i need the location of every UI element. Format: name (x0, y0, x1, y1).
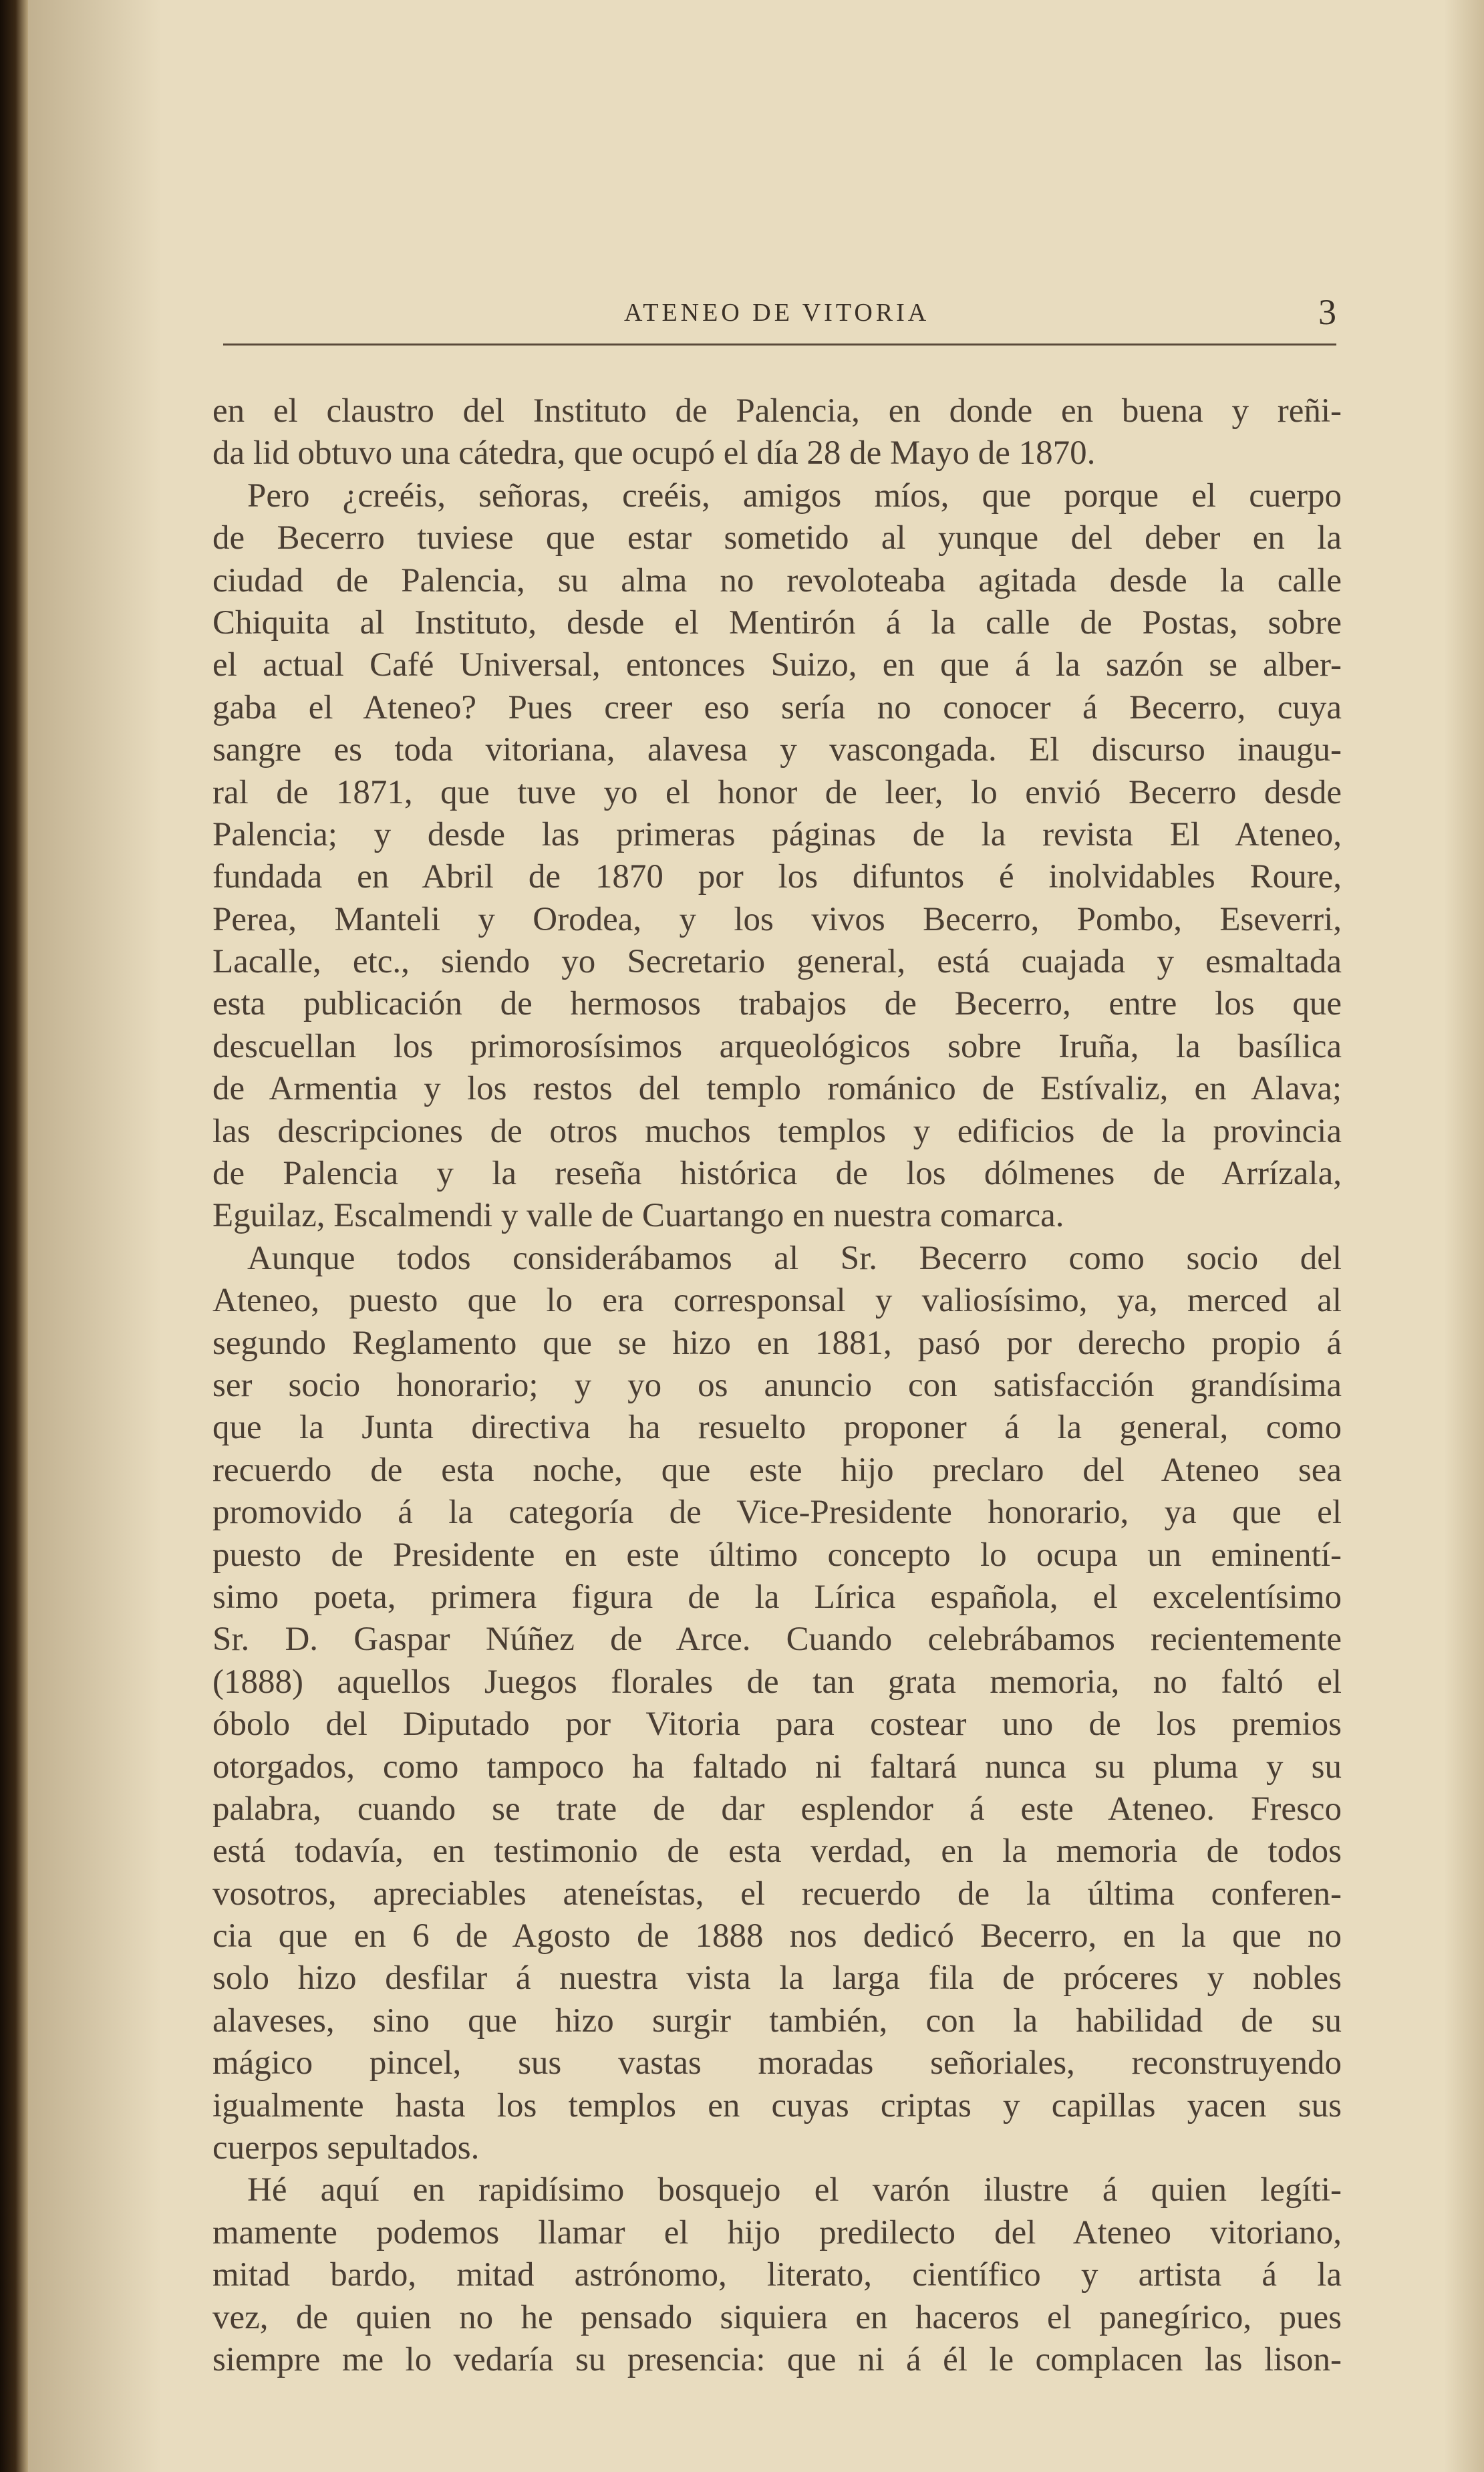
page-number: 3 (1318, 292, 1336, 332)
text-line: mágico pincel, sus vastas moradas señoriales, reconstruyendo (212, 2044, 1342, 2082)
text-line: Palencia; y desde las primeras páginas de la revista El Ateneo, (212, 815, 1342, 853)
text-line: promovido á la categoría de Vice-Presidente honorario, ya que el (212, 1494, 1342, 1532)
text-line: alaveses, sino que hizo surgir también, con la habilidad de su (212, 2002, 1342, 2040)
text-line: de Palencia y la reseña histórica de los dólmenes de Arrízala, (212, 1155, 1342, 1193)
text-line: solo hizo desfilar á nuestra vista la larga fila de próceres y nobles (212, 1959, 1342, 1998)
text-line: fundada en Abril de 1870 por los difuntos é inolvidables Roure, (212, 858, 1342, 896)
text-line: en el claustro del Instituto de Palencia, en donde en buena y reñi- (212, 392, 1342, 430)
text-line: Sr. D. Gaspar Núñez de Arce. Cuando celebrábamos recientemente (212, 1621, 1342, 1659)
text-line: esta publicación de hermosos trabajos de Becerro, entre los que (212, 985, 1342, 1023)
text-line: Perea, Manteli y Orodea, y los vivos Becerro, Pombo, Eseverri, (212, 900, 1342, 938)
text-line: palabra, cuando se trate de dar esplendor á este Ateneo. Fresco (212, 1790, 1342, 1828)
text-line: las descripciones de otros muchos templos y edificios de la provincia (212, 1112, 1342, 1150)
page-header (223, 291, 1336, 345)
text-line: cuerpos sepultados. (212, 2129, 480, 2167)
text-line: Pero ¿creéis, señoras, creéis, amigos míos, que porque el cuerpo (247, 476, 1342, 515)
text-line: mitad bardo, mitad astrónomo, literato, científico y artista á la (212, 2256, 1342, 2294)
text-line: siempre me lo vedaría su presencia: que ni á él le complacen las lison- (212, 2340, 1342, 2378)
text-line: ciudad de Palencia, su alma no revoloteaba agitada desde la calle (212, 561, 1342, 599)
text-line: el actual Café Universal, entonces Suizo, en que á la sazón se alber- (212, 646, 1342, 684)
text-line: ral de 1871, que tuve yo el honor de leer, lo envió Becerro desde (212, 773, 1342, 811)
text-line: Eguilaz, Escalmendi y valle de Cuartango en nuestra comarca. (212, 1197, 1064, 1235)
text-line: óbolo del Diputado por Vitoria para costear uno de los premios (212, 1705, 1342, 1744)
text-line: ser socio honorario; y yo os anuncio con satisfacción grandísima (212, 1366, 1342, 1404)
page-binding-edge (0, 0, 28, 2472)
text-line: segundo Reglamento que se hizo en 1881, pasó por derecho propio á (212, 1324, 1342, 1362)
text-line: Aunque todos considerábamos al Sr. Becerro como socio del (247, 1239, 1342, 1277)
text-line: vez, de quien no he pensado siquiera en haceros el panegírico, pues (212, 2298, 1342, 2336)
text-line: (1888) aquellos Juegos florales de tan grata memoria, no faltó el (212, 1663, 1342, 1701)
text-line: vosotros, apreciables ateneístas, el recuerdo de la última conferen- (212, 1875, 1342, 1913)
text-line: de Armentia y los restos del templo románico de Estívaliz, en Alava; (212, 1070, 1342, 1108)
text-line: sangre es toda vitoriana, alavesa y vascongada. El discurso inaugu- (212, 731, 1342, 769)
text-line: Lacalle, etc., siendo yo Secretario general, está cuajada y esmaltada (212, 943, 1342, 981)
page-edge-right (1444, 0, 1484, 2472)
running-head: ATENEO DE VITORIA (624, 299, 930, 327)
text-line: gaba el Ateneo? Pues creer eso sería no conocer á Becerro, cuya (212, 688, 1342, 726)
text-line: Hé aquí en rapidísimo bosquejo el varón ilustre á quien legíti- (247, 2171, 1342, 2209)
text-line: cia que en 6 de Agosto de 1888 nos dedicó Becerro, en la que no (212, 1917, 1342, 1955)
text-line: Chiquita al Instituto, desde el Mentirón á la calle de Postas, sobre (212, 603, 1342, 642)
text-line: puesto de Presidente en este último concepto lo ocupa un eminentí- (212, 1536, 1342, 1574)
text-line: mamente podemos llamar el hijo predilecto del Ateneo vitoriano, (212, 2213, 1342, 2251)
text-line: está todavía, en testimonio de esta verdad, en la memoria de todos (212, 1832, 1342, 1871)
page-shadow (28, 0, 162, 2472)
text-line: simo poeta, primera figura de la Lírica española, el excelentísimo (212, 1578, 1342, 1616)
text-line: otorgados, como tampoco ha faltado ni faltará nunca su pluma y su (212, 1748, 1342, 1786)
text-line: que la Junta directiva ha resuelto proponer á la general, como (212, 1409, 1342, 1447)
body-text (212, 390, 1342, 2381)
text-line: descuellan los primorosísimos arqueológicos sobre Iruña, la basílica (212, 1027, 1342, 1065)
text-line: recuerdo de esta noche, que este hijo preclaro del Ateneo sea (212, 1451, 1342, 1489)
text-line: de Becerro tuviese que estar sometido al yunque del deber en la (212, 519, 1342, 557)
text-line: da lid obtuvo una cátedra, que ocupó el día 28 de Mayo de 1870. (212, 434, 1096, 472)
header-rule (223, 344, 1336, 346)
text-line: Ateneo, puesto que lo era corresponsal y valiosísimo, ya, merced al (212, 1282, 1342, 1320)
text-line: igualmente hasta los templos en cuyas criptas y capillas yacen sus (212, 2086, 1342, 2124)
